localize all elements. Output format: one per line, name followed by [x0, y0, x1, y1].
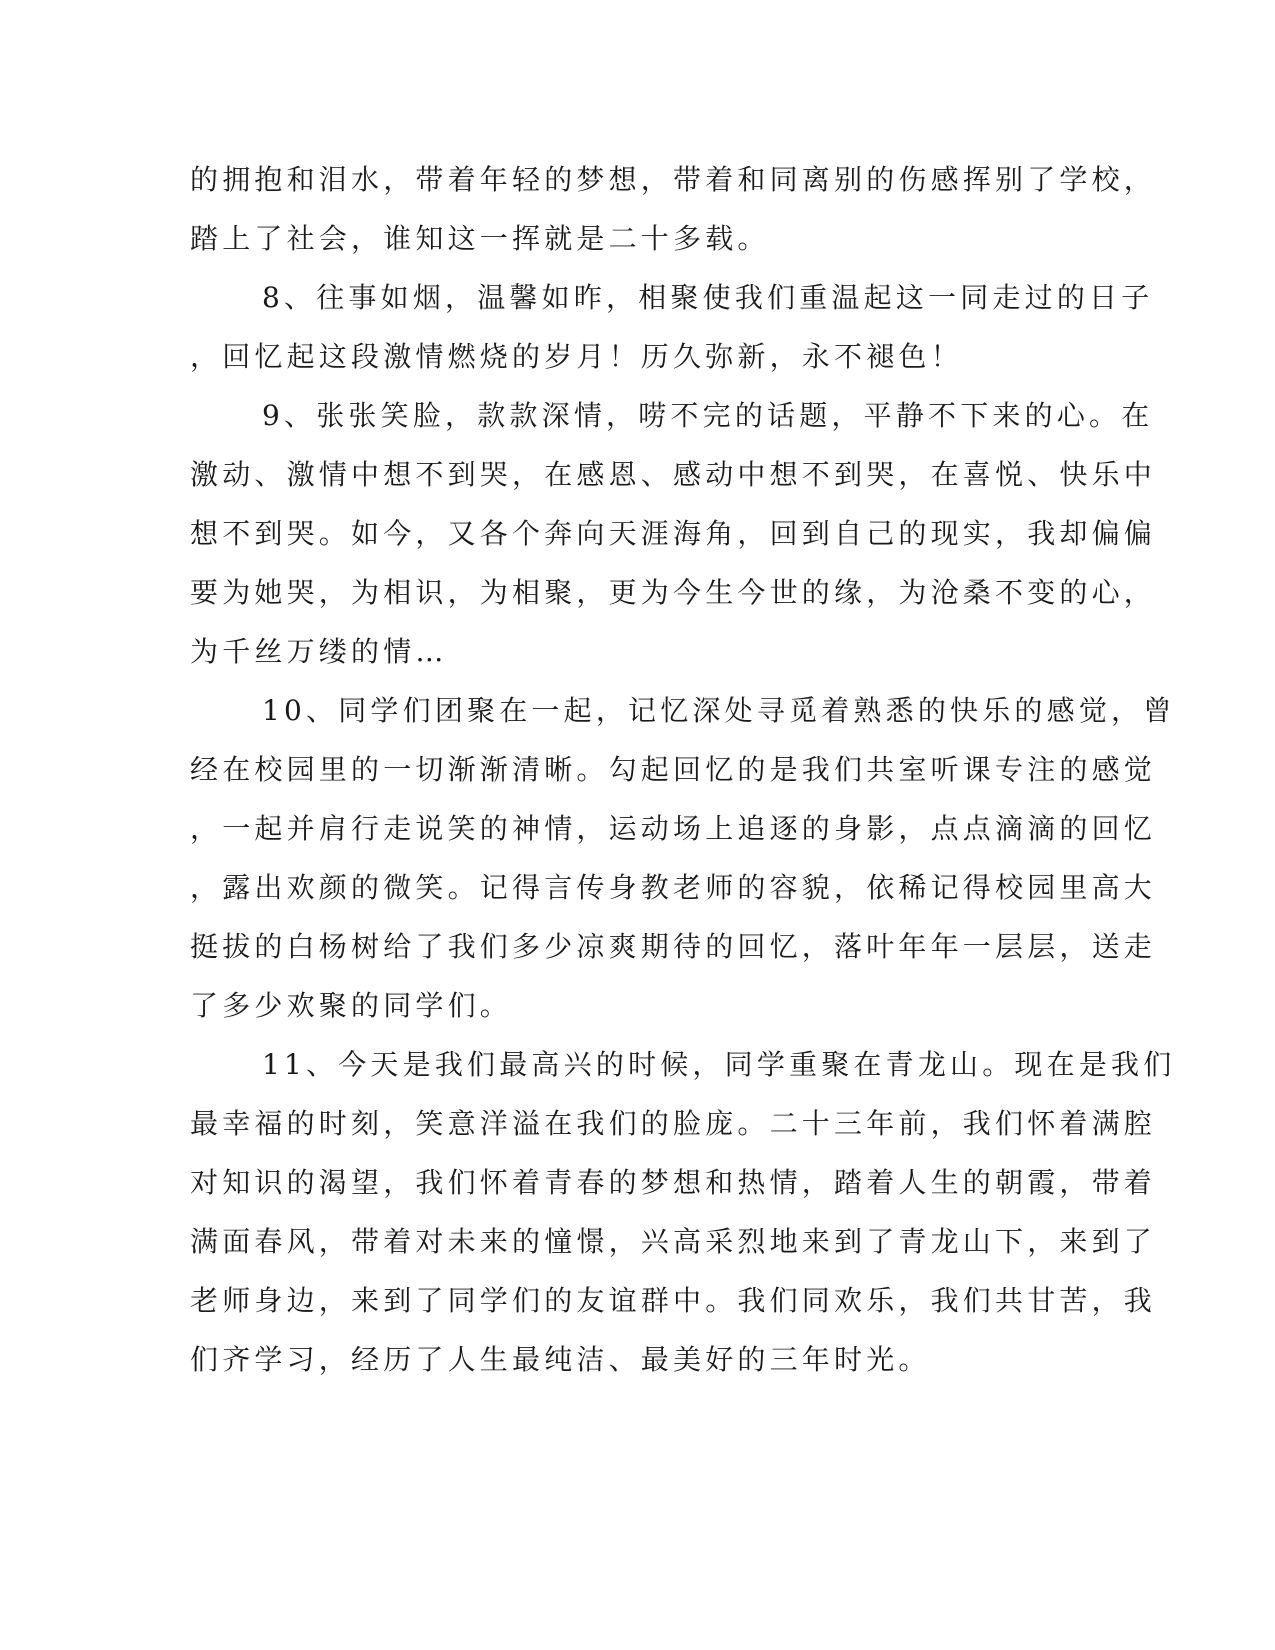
paragraph-11-first-line: 11、今天是我们最高兴的时候，同学重聚在青龙山。现在是我们 — [262, 1048, 1176, 1081]
text-line: 最幸福的时刻，笑意洋溢在我们的脸庞。二十三年前，我们怀着满腔 — [190, 1107, 1157, 1140]
text-line: 要为她哭，为相识，为相聚，更为今生今世的缘，为沧桑不变的心， — [190, 576, 1157, 609]
text-line: ，回忆起这段激情燃烧的岁月！历久弥新，永不褪色！ — [190, 340, 963, 373]
text-line: 满面春风，带着对未来的憧憬，兴高采烈地来到了青龙山下，来到了 — [190, 1225, 1157, 1258]
paragraph-8-first-line: 8、往事如烟，温馨如昨，相聚使我们重温起这一同走过的日子 — [262, 281, 1154, 314]
text-line: 的拥抱和泪水，带着年轻的梦想，带着和同离别的伤感挥别了学校， — [190, 163, 1157, 196]
text-line: 激动、激情中想不到哭，在感恩、感动中想不到哭，在喜悦、快乐中 — [190, 458, 1157, 491]
text-line: ，露出欢颜的微笑。记得言传身教老师的容貌，依稀记得校园里高大 — [190, 871, 1157, 904]
text-line: 们齐学习，经历了人生最纯洁、最美好的三年时光。 — [190, 1343, 931, 1376]
text-line: ，一起并肩行走说笑的神情，运动场上追逐的身影，点点滴滴的回忆 — [190, 812, 1157, 845]
text-line: 挺拔的白杨树给了我们多少凉爽期待的回忆，落叶年年一层层，送走 — [190, 930, 1157, 963]
paragraph-9-first-line: 9、张张笑脸，款款深情，唠不完的话题，平静不下来的心。在 — [262, 399, 1154, 432]
text-line: 为千丝万缕的情… — [190, 635, 448, 668]
text-line: 了多少欢聚的同学们。 — [190, 989, 513, 1022]
text-line: 经在校园里的一切渐渐清晰。勾起回忆的是我们共室听课专注的感觉 — [190, 753, 1157, 786]
paragraph-10-first-line: 10、同学们团聚在一起，记忆深处寻觅着熟悉的快乐的感觉，曾 — [262, 694, 1176, 727]
text-line: 踏上了社会，谁知这一挥就是二十多载。 — [190, 222, 770, 255]
text-line: 对知识的渴望，我们怀着青春的梦想和热情，踏着人生的朝霞，带着 — [190, 1166, 1157, 1199]
text-line: 老师身边，来到了同学们的友谊群中。我们同欢乐，我们共甘苦，我 — [190, 1284, 1157, 1317]
text-line: 想不到哭。如今，又各个奔向天涯海角，回到自己的现实，我却偏偏 — [190, 517, 1157, 550]
